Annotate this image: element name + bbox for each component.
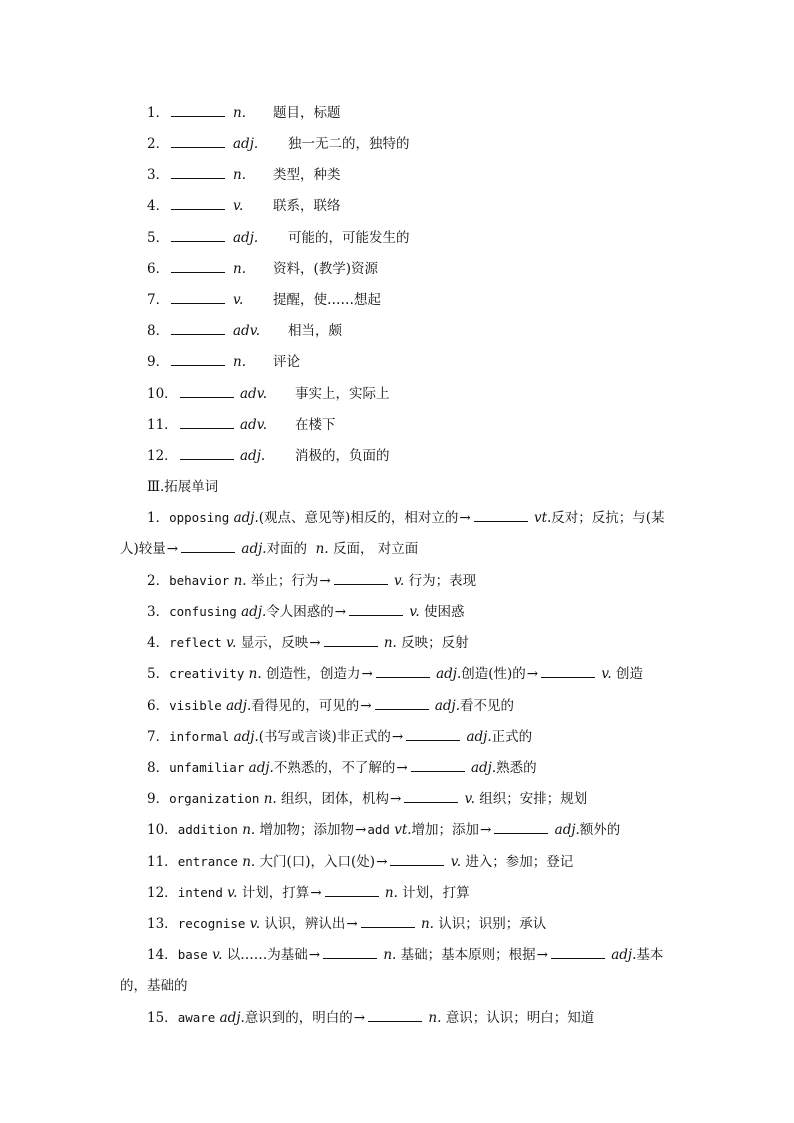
part-of-speech: adj. (466, 729, 492, 745)
headword: informal (169, 729, 230, 744)
headword: creativity (169, 666, 245, 681)
meaning-text: 创造(性)的 (461, 666, 526, 682)
item-number: 4． (147, 198, 170, 214)
list-item (147, 384, 390, 404)
headword: add (367, 822, 390, 837)
meaning-text: 相当，颇 (288, 323, 342, 339)
answer-blank[interactable] (324, 634, 378, 647)
meaning-text: 组织；安排；规划 (479, 791, 588, 807)
part-of-speech: v. (409, 604, 420, 620)
meaning-text: 人)较量 (120, 541, 166, 557)
headword: entrance (177, 854, 238, 869)
item-number: 11． (147, 417, 178, 433)
answer-blank[interactable] (171, 353, 225, 366)
item-number: 15． (147, 1010, 178, 1026)
item-number: 13． (147, 916, 178, 932)
meaning-text: 基础；基本原则；根据 (400, 947, 536, 963)
list-item (147, 290, 381, 310)
answer-blank[interactable] (361, 915, 415, 928)
part-of-speech: adj. (219, 1010, 245, 1026)
part-of-speech: adj. (233, 729, 259, 745)
part-of-speech: adj. (436, 666, 462, 682)
answer-blank[interactable] (411, 759, 465, 772)
part-of-speech: adj. (611, 947, 637, 963)
meaning-text: 联系，联络 (273, 198, 341, 214)
part-of-speech: v. (233, 198, 244, 214)
meaning-text: 熟悉的 (496, 760, 537, 776)
item-number: 3． (147, 604, 170, 620)
list-item (147, 758, 537, 778)
part-of-speech: n. (233, 261, 246, 277)
part-of-speech: n. (263, 791, 277, 807)
list-item-continuation (120, 539, 418, 559)
part-of-speech: n. (242, 822, 256, 838)
headword: behavior (169, 573, 230, 588)
headword: confusing (169, 604, 237, 619)
part-of-speech: v. (601, 666, 612, 682)
item-number: 3． (147, 167, 170, 183)
meaning-text: 增加物；添加物 (259, 822, 354, 838)
meaning-text: 以……为基础 (226, 947, 308, 963)
list-item (147, 352, 300, 372)
list-item (147, 571, 476, 591)
headword: recognise (177, 916, 246, 931)
part-of-speech: v. (227, 885, 238, 901)
answer-blank[interactable] (376, 665, 430, 678)
answer-blank[interactable] (494, 821, 548, 834)
item-number: 8． (147, 760, 170, 776)
meaning-text: 不熟悉的，不了解的 (273, 760, 396, 776)
meaning-text: 题目，标题 (273, 105, 341, 121)
headword: organization (169, 791, 260, 806)
meaning-text: 行为；表现 (408, 573, 477, 589)
headword: aware (177, 1010, 216, 1025)
arrow-icon: → (396, 760, 408, 776)
meaning-text: 使困惑 (424, 604, 465, 620)
item-number: 6． (147, 698, 170, 714)
meaning-text: 消极的，负面的 (295, 448, 390, 464)
answer-blank[interactable] (171, 197, 225, 210)
arrow-icon: → (536, 947, 548, 963)
headword: unfamiliar (169, 760, 245, 775)
headword: opposing (169, 510, 230, 525)
meaning-text: (观点、意见等)相反的，相对立的 (258, 510, 459, 526)
part-of-speech: adv. (240, 417, 268, 433)
item-number: 6． (147, 261, 170, 277)
answer-blank[interactable] (323, 946, 377, 959)
meaning-text: 类型，种类 (273, 167, 341, 183)
meaning-text: 认识；识别；承认 (438, 916, 547, 932)
part-of-speech: v. (450, 854, 462, 870)
list-item (147, 508, 665, 528)
meaning-text: 资料，(教学)资源 (273, 261, 379, 277)
headword: intend (177, 885, 223, 900)
arrow-icon: → (390, 791, 402, 807)
item-number: 5． (147, 230, 170, 246)
list-item (147, 602, 465, 622)
meaning-text: 认识，辨认出 (264, 916, 346, 932)
arrow-icon: → (391, 729, 404, 745)
answer-blank[interactable] (541, 665, 595, 678)
item-number: 12． (147, 885, 178, 901)
meaning-text: 意识到的，明白的 (244, 1010, 353, 1026)
answer-blank[interactable] (404, 790, 458, 803)
item-number: 10． (147, 822, 178, 838)
meaning-text: 创造性，创造力 (265, 666, 361, 682)
part-of-speech: vt. (394, 822, 412, 838)
answer-blank[interactable] (180, 447, 234, 460)
item-number: 9． (147, 354, 170, 370)
meaning-text: 大门(口)，入口(处) (259, 854, 376, 870)
part-of-speech: v. (249, 916, 261, 932)
item-number: 14． (147, 947, 178, 963)
part-of-speech: v. (233, 292, 244, 308)
meaning-text: 令人困惑的 (266, 604, 334, 620)
meaning-text: 创造 (616, 666, 644, 682)
answer-blank[interactable] (334, 572, 388, 585)
arrow-icon: → (166, 541, 179, 557)
list-item (147, 696, 514, 716)
arrow-icon: → (353, 1010, 366, 1026)
answer-blank[interactable] (181, 540, 235, 553)
list-item (147, 1008, 594, 1028)
item-number: 12． (147, 448, 178, 464)
list-item (147, 196, 341, 216)
list-item (147, 415, 336, 435)
part-of-speech: adv. (233, 323, 261, 339)
part-of-speech: vt. (533, 510, 552, 526)
meaning-text: 进入；参加；登记 (465, 854, 574, 870)
item-number: 2． (147, 573, 170, 589)
item-number: 7． (147, 729, 170, 745)
list-item (147, 664, 643, 684)
arrow-icon: → (334, 604, 347, 620)
list-item (147, 727, 532, 747)
meaning-text: (书写或言谈)非正式的 (258, 729, 391, 745)
arrow-icon: → (480, 822, 492, 838)
meaning-text: 额外的 (579, 822, 621, 838)
item-number: 4． (147, 635, 170, 651)
list-item (147, 945, 663, 965)
list-item (147, 259, 379, 279)
list-item (147, 852, 573, 872)
answer-blank[interactable] (171, 291, 225, 304)
list-item (147, 914, 546, 934)
part-of-speech: adj. (554, 822, 580, 838)
arrow-icon: → (309, 635, 321, 651)
answer-blank[interactable] (375, 697, 429, 710)
meaning-text: 组织，团体，机构 (281, 791, 389, 807)
part-of-speech: n. (242, 854, 256, 870)
meaning-text: 增加；添加 (411, 822, 480, 838)
part-of-speech: n. (233, 167, 246, 183)
meaning-text: 计划，打算 (402, 885, 470, 901)
item-number: 10． (147, 386, 178, 402)
arrow-icon: → (360, 698, 372, 714)
meaning-text: 反映；反射 (401, 635, 469, 651)
list-item (147, 228, 410, 248)
list-item (147, 134, 410, 154)
list-item (147, 883, 470, 903)
meaning-text: 的，基础的 (120, 978, 188, 994)
answer-blank[interactable] (325, 884, 379, 897)
item-number: 11． (147, 854, 178, 870)
item-number: 1． (147, 105, 170, 121)
part-of-speech: n. (384, 885, 398, 901)
meaning-text: 在楼下 (295, 417, 336, 433)
answer-blank[interactable] (171, 166, 225, 179)
meaning-text: 评论 (273, 354, 300, 370)
meaning-text: 反面， 对立面 (332, 541, 419, 557)
part-of-speech: v. (394, 573, 405, 589)
list-item (147, 789, 587, 809)
part-of-speech: n. (383, 635, 397, 651)
list-item (147, 633, 469, 653)
meaning-text: 显示，反映 (240, 635, 309, 651)
part-of-speech: adj. (233, 510, 259, 526)
arrow-icon: → (308, 947, 321, 963)
answer-blank[interactable] (474, 509, 528, 522)
headword: reflect (169, 635, 222, 650)
part-of-speech: n. (428, 1010, 442, 1026)
answer-blank[interactable] (171, 322, 225, 335)
part-of-speech: v. (464, 791, 475, 807)
part-of-speech: adj. (248, 760, 274, 776)
part-of-speech: n. (248, 666, 262, 682)
answer-blank[interactable] (368, 1009, 422, 1022)
meaning-text: 看得见的，可见的 (251, 698, 360, 714)
part-of-speech: n. (383, 947, 397, 963)
part-of-speech: n. (233, 354, 246, 370)
answer-blank[interactable] (171, 104, 225, 117)
item-number: 7． (147, 292, 170, 308)
meaning-text: 可能的，可能发生的 (288, 230, 410, 246)
part-of-speech: adj. (233, 136, 259, 152)
part-of-speech: adj. (240, 448, 266, 464)
meaning-text: 独一无二的，独特的 (288, 136, 410, 152)
answer-blank[interactable] (180, 416, 234, 429)
meaning-text: 对面的 (266, 541, 308, 557)
list-item-continuation (120, 976, 188, 996)
list-item (147, 103, 341, 123)
list-item (147, 820, 620, 840)
answer-blank[interactable] (171, 135, 225, 148)
part-of-speech: adj. (241, 541, 267, 557)
part-of-speech: adv. (240, 386, 268, 402)
item-number: 5． (147, 666, 170, 682)
part-of-speech: v. (226, 635, 237, 651)
part-of-speech: adj. (434, 698, 461, 714)
arrow-icon: → (310, 885, 322, 901)
meaning-text: 计划，打算 (241, 885, 310, 901)
headword: visible (169, 698, 222, 713)
answer-blank[interactable] (349, 603, 403, 616)
part-of-speech: adj. (241, 604, 267, 620)
answer-blank[interactable] (171, 229, 225, 242)
part-of-speech: adj. (470, 760, 497, 776)
list-item (147, 165, 341, 185)
part-of-speech: n. (233, 105, 246, 121)
list-item (147, 321, 342, 341)
meaning-text: 提醒，使……想起 (273, 292, 381, 308)
arrow-icon: → (346, 916, 358, 932)
arrow-icon: → (459, 510, 471, 526)
answer-blank[interactable] (390, 853, 444, 866)
answer-blank[interactable] (551, 946, 605, 959)
meaning-text: 正式的 (491, 729, 533, 745)
arrow-icon: → (526, 666, 539, 682)
item-number: 8． (147, 323, 170, 339)
meaning-text: 举止；行为 (250, 573, 319, 589)
item-number: 1． (147, 510, 170, 526)
answer-blank[interactable] (180, 385, 234, 398)
meaning-text: 事实上，实际上 (295, 386, 390, 402)
list-item (147, 446, 390, 466)
headword: addition (177, 822, 238, 837)
part-of-speech: v. (212, 947, 223, 963)
item-number: 9． (147, 791, 170, 807)
meaning-text: 看不见的 (460, 698, 515, 714)
answer-blank[interactable] (406, 728, 460, 741)
arrow-icon: → (361, 666, 373, 682)
part-of-speech: adj. (226, 698, 252, 714)
part-of-speech: n. (315, 541, 329, 557)
arrow-icon: → (319, 573, 331, 589)
meaning-text: 反对；反抗；与(某 (551, 510, 665, 526)
answer-blank[interactable] (171, 260, 225, 273)
meaning-text: 意识；认识；明白；知道 (445, 1010, 595, 1026)
headword: base (177, 947, 208, 962)
part-of-speech: n. (420, 916, 434, 932)
part-of-speech: n. (233, 573, 247, 589)
section-title: Ⅲ.拓展单词 (147, 479, 219, 495)
arrow-icon: → (376, 854, 388, 870)
part-of-speech: adj. (233, 230, 259, 246)
item-number: 2． (147, 136, 170, 152)
meaning-text: 基本 (636, 947, 664, 963)
arrow-icon: → (355, 822, 367, 838)
